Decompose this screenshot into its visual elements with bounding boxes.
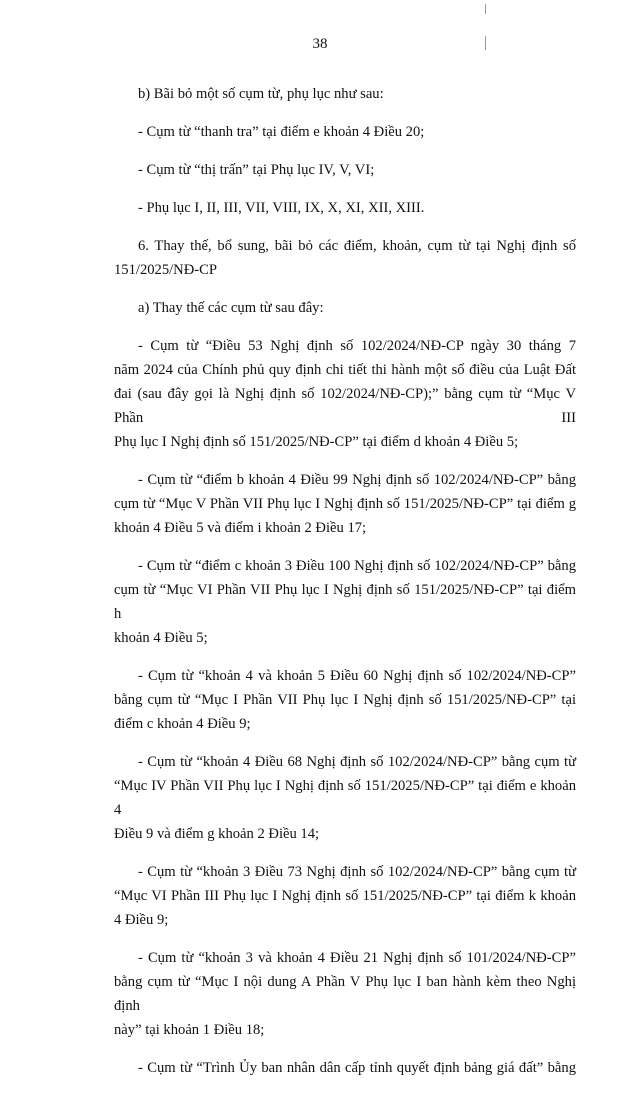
- paragraph-replace-item: [114, 1056, 576, 1080]
- paragraph-replace-item: [114, 750, 576, 846]
- text-line: điểm c khoản 4 Điều 9;: [114, 716, 251, 732]
- text-line: - Cụm từ “khoản 3 và khoản 4 Điều 21 Nghị định số 101/2024/NĐ-CP”: [138, 950, 576, 966]
- text-line: b) Bãi bỏ một số cụm từ, phụ lục như sau:: [138, 86, 384, 102]
- text-line: cụm từ “Mục VI Phần VII Phụ lục I Nghị định số 151/2025/NĐ-CP” tại điểm h: [114, 582, 576, 622]
- text-line: 6. Thay thế, bổ sung, bãi bỏ các điểm, khoản, cụm từ tại Nghị định số: [138, 238, 576, 254]
- page-number: 38: [312, 36, 328, 52]
- paragraph-repeal-item: [114, 196, 576, 220]
- text-line: bằng cụm từ “Mục I nội dung A Phần V Phụ lục I ban hành kèm theo Nghị định: [114, 974, 576, 1014]
- paragraph-section-6: [114, 234, 576, 282]
- text-line: bằng cụm từ “Mục I Phần VII Phụ lục I Nghị định số 151/2025/NĐ-CP” tại: [114, 692, 576, 708]
- scan-mark-top: [485, 4, 486, 14]
- text-line: - Cụm từ “khoản 4 và khoản 5 Điều 60 Nghị định số 102/2024/NĐ-CP”: [138, 668, 576, 684]
- text-line: năm 2024 của Chính phủ quy định chi tiết thi hành một số điều của Luật Đất: [114, 362, 576, 378]
- text-line: này” tại khoản 1 Điều 18;: [114, 1022, 265, 1038]
- text-line: Điều 9 và điểm g khoản 2 Điều 14;: [114, 826, 320, 842]
- text-line: - Cụm từ “khoản 4 Điều 68 Nghị định số 102/2024/NĐ-CP” bằng cụm từ: [138, 754, 576, 770]
- paragraph-repeal-heading: [114, 82, 576, 106]
- text-line: “Mục IV Phần VII Phụ lục I Nghị định số 151/2025/NĐ-CP” tại điểm e khoản 4: [114, 778, 576, 818]
- paragraph-replace-item: [114, 468, 576, 540]
- text-line: - Cụm từ “thanh tra” tại điểm e khoản 4 Điều 20;: [138, 124, 425, 140]
- text-line: - Cụm từ “thị trấn” tại Phụ lục IV, V, VI;: [138, 162, 375, 178]
- text-line: Phụ lục I Nghị định số 151/2025/NĐ-CP” tại điểm d khoản 4 Điều 5;: [114, 434, 519, 450]
- text-line: khoản 4 Điều 5 và điểm i khoản 2 Điều 17;: [114, 520, 367, 536]
- paragraph-repeal-item: [114, 158, 576, 182]
- text-line: 151/2025/NĐ-CP: [114, 262, 217, 278]
- document-body: [114, 82, 576, 1094]
- text-line: - Cụm từ “Điều 53 Nghị định số 102/2024/NĐ-CP ngày 30 tháng 7: [138, 338, 576, 354]
- text-line: a) Thay thế các cụm từ sau đây:: [138, 300, 324, 316]
- paragraph-replace-item: [114, 860, 576, 932]
- text-line: - Phụ lục I, II, III, VII, VIII, IX, X, XI, XII, XIII.: [138, 200, 425, 216]
- text-line: đai (sau đây gọi là Nghị định số 102/2024/NĐ-CP);” bằng cụm từ “Mục V Phần III: [114, 386, 576, 426]
- text-line: 4 Điều 9;: [114, 912, 169, 928]
- paragraph-replace-item: [114, 946, 576, 1042]
- paragraph-replace-item: [114, 664, 576, 736]
- text-line: - Cụm từ “điểm c khoản 3 Điều 100 Nghị định số 102/2024/NĐ-CP” bằng: [138, 558, 576, 574]
- text-line: - Cụm từ “Trình Ủy ban nhân dân cấp tỉnh quyết định bảng giá đất” bằng: [138, 1060, 576, 1076]
- paragraph-replace-item: [114, 334, 576, 454]
- paragraph-repeal-item: [114, 120, 576, 144]
- text-line: khoản 4 Điều 5;: [114, 630, 208, 646]
- text-line: “Mục VI Phần III Phụ lục I Nghị định số 151/2025/NĐ-CP” tại điểm k khoản: [114, 888, 576, 904]
- paragraph-replace-heading: [114, 296, 576, 320]
- text-line: cụm từ “Mục V Phần VII Phụ lục I Nghị định số 151/2025/NĐ-CP” tại điểm g: [114, 496, 576, 512]
- text-line: - Cụm từ “khoản 3 Điều 73 Nghị định số 102/2024/NĐ-CP” bằng cụm từ: [138, 864, 576, 880]
- text-line: - Cụm từ “điểm b khoản 4 Điều 99 Nghị định số 102/2024/NĐ-CP” bằng: [138, 472, 576, 488]
- paragraph-replace-item: [114, 554, 576, 650]
